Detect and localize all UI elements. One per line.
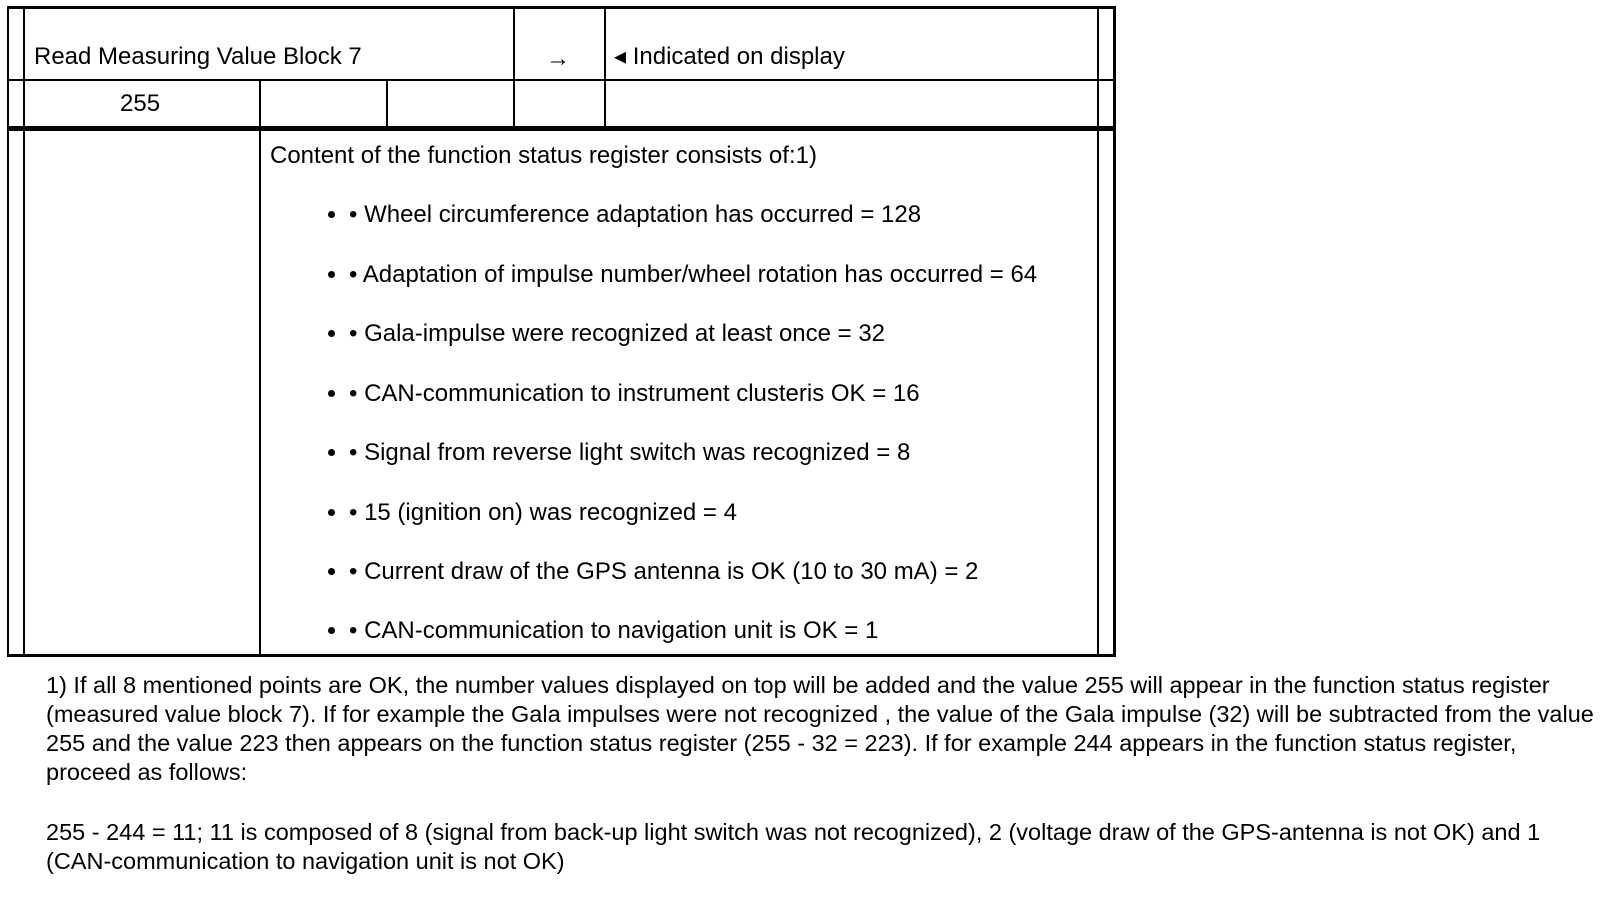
- arrow-symbol: →: [546, 45, 570, 72]
- list-item: • Adaptation of impulse number/wheel rotation has occurred = 64: [328, 261, 1037, 289]
- block-title: Read Measuring Value Block 7: [34, 43, 362, 70]
- bullet-icon: [328, 509, 335, 516]
- header-bottom-border: [8, 79, 1116, 81]
- bullet-icon: [328, 271, 335, 278]
- left-inner-border: [23, 6, 25, 657]
- col-divider-4: [604, 6, 606, 129]
- table-bottom-border: [8, 654, 1116, 657]
- list-item: • Signal from reverse light switch was recognized = 8: [328, 439, 910, 467]
- list-item: • CAN-communication to instrument clusteris OK = 16: [328, 380, 920, 408]
- footnote-paragraph-2: 255 - 244 = 11; 11 is composed of 8 (signal from back-up light switch was not recognized), 2 (voltage draw of the GPS-antenna is not OK) and 1 (CAN-communication to navigation unit is not OK): [46, 819, 1541, 874]
- value-row-bottom-border: [8, 126, 1116, 131]
- bullet-icon: [328, 330, 335, 337]
- bullet-icon: [328, 568, 335, 575]
- display-indicator: ◂ Indicated on display: [614, 43, 845, 70]
- right-outer-border: [1113, 6, 1116, 657]
- footnote-paragraph-1: 1) If all 8 mentioned points are OK, the number values displayed on top will be added and the value 255 will appear in the function status register (measured value block 7). If for example the Gala impulses were not recognized , the value of the Gala impulse (32) will be subtracted from the value 255 and the value 223 then appears on the function status register (255 - 32 = 223). If for example 244 appears in the function status register, proceed as follows:: [46, 672, 1594, 785]
- content-intro: Content of the function status register consists of:1): [270, 142, 817, 169]
- footnote-example: [46, 818, 1596, 876]
- list-item: • 15 (ignition on) was recognized = 4: [328, 499, 737, 527]
- footnote: [46, 671, 1596, 787]
- col-divider-2: [386, 79, 388, 129]
- col-divider-1: [259, 79, 261, 657]
- list-item: • Current draw of the GPS antenna is OK (10 to 30 mA) = 2: [328, 558, 978, 586]
- list-item: • CAN-communication to navigation unit is OK = 1: [328, 617, 878, 645]
- right-inner-border: [1097, 6, 1099, 657]
- col-divider-3: [513, 6, 515, 129]
- bullet-icon: [328, 211, 335, 218]
- register-value: 255: [120, 90, 161, 117]
- bullet-icon: [328, 390, 335, 397]
- bullet-icon: [328, 627, 335, 634]
- table-top-border: [8, 6, 1116, 9]
- list-item: • Gala-impulse were recognized at least once = 32: [328, 320, 885, 348]
- left-outer-border: [7, 6, 9, 657]
- bullet-icon: [328, 449, 335, 456]
- list-item: • Wheel circumference adaptation has occurred = 128: [328, 201, 921, 229]
